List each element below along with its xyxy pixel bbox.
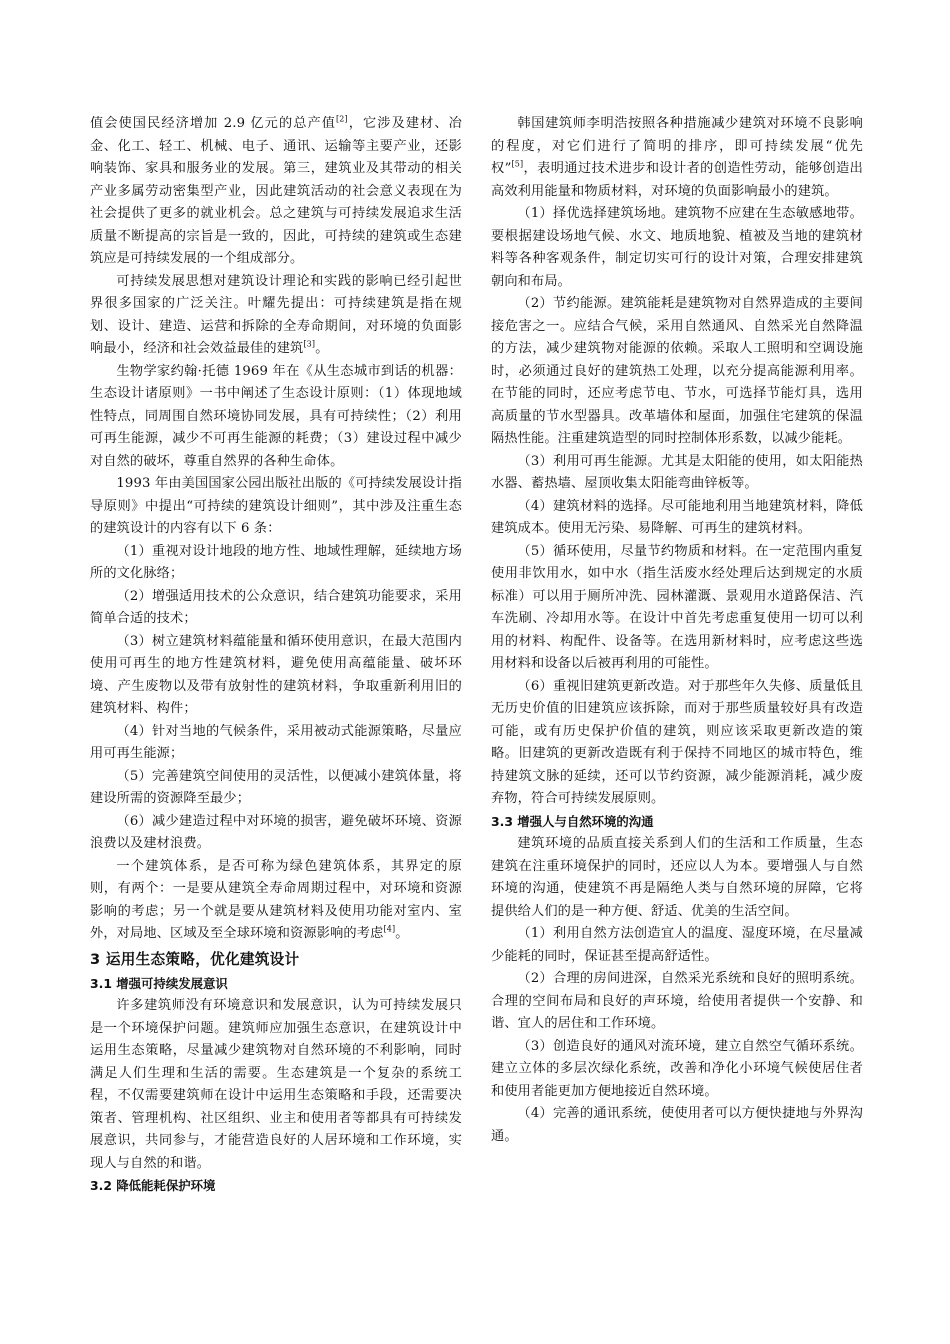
list-item: （4）建筑材料的选择。尽可能地利用当地建筑材料，降低建筑成本。使用无污染、易降解、可再生的建筑材料。 xyxy=(491,498,863,536)
list-item: （2）增强适用技术的公众意识，结合建筑功能要求，采用简单合适的技术； xyxy=(90,588,462,626)
section-heading: 3 运用生态策略，优化建筑设计 xyxy=(90,950,300,968)
paragraph: 许多建筑师没有环境意识和发展意识，认为可持续发展只是一个环境保护问题。建筑师应加强生态意识，在建筑设计中运用生态策略，尽量减少建筑物对自然环境的不利影响，同时满足人们生理和生活的需要。生态建筑是一个复杂的系统工程，不仅需要建筑师在设计中运用生态策略和手段，还需要决策者、管理机构、社区组织、业主和使用者等都具有可持续发展意识，共同参与，才能营造良好的人居环境和工作环境，实现人与自然的和谐。 xyxy=(90,998,462,1171)
right-column xyxy=(491,113,863,1148)
paragraph: 1993 年由美国国家公园出版社出版的《可持续发展设计指导原则》中提出“可持续的建筑设计细则”，其中涉及注重生态的建筑设计的内容有以下 6 条： xyxy=(90,476,462,536)
subsection-heading: 3.3 增强人与自然环境的沟通 xyxy=(491,813,654,829)
citation-ref: [4] xyxy=(383,924,396,934)
list-item: （3）利用可再生能源。尤其是太阳能的使用，如太阳能热水器、蓄热墙、屋顶收集太阳能弯曲锌板等。 xyxy=(491,453,863,491)
citation-ref: [5] xyxy=(511,159,524,169)
list-item: （1）重视对设计地段的地方性、地域性理解，延续地方场所的文化脉络； xyxy=(90,543,462,581)
list-item: （5）循环使用，尽量节约物质和材料。在一定范围内重复使用非饮用水，如中水（指生活废水经处理后达到规定的水质标准）可以用于厕所冲洗、园林灌溉、景观用水道路保洁、汽车洗刷、冷却用水等。在设计中首先考虑重复使用一切可以利用的材料、构配件、设备等。在选用新材料时，应考虑这些选用材料和设备以后被再利用的可能性。 xyxy=(491,543,863,671)
citation-ref: [2] xyxy=(336,114,348,124)
list-item: （1）利用自然方法创造宜人的温度、湿度环境，在尽量减少能耗的同时，保证甚至提高舒适性。 xyxy=(491,926,863,964)
paragraph: 韩国建筑师李明浩按照各种措施减少建筑对环境不良影响的程度，对它们进行了简明的排序，即可持续发展“优先权”[5]，表明通过技术进步和设计者的创造性劳动，能够创造出高效利用能量和物质材料，对环境的负面影响最小的建筑。 xyxy=(491,116,863,199)
citation-ref: [3] xyxy=(303,339,316,349)
list-item: （5）完善建筑空间使用的灵活性，以便减小建筑体量，将建设所需的资源降至最少； xyxy=(90,768,462,806)
paragraph: 可持续发展思想对建筑设计理论和实践的影响已经引起世界很多国家的广泛关注。叶耀先提出：可持续建筑是指在规划、设计、建造、运营和拆除的全寿命期间，对环境的负面影响最小，经济和社会效益最佳的建筑[3]。 xyxy=(90,273,462,356)
list-item: （4）针对当地的气候条件，采用被动式能源策略，尽量应用可再生能源； xyxy=(90,723,462,761)
list-item: （2）节约能源。建筑能耗是建筑物对自然界造成的主要间接危害之一。应结合气候，采用自然通风、自然采光自然降温的方法，减少建筑物对能源的依赖。采取人工照明和空调设施时，必须通过良好的建筑热工处理，以充分提高能源利用率。在节能的同时，还应考虑节电、节水，可选择节能灯具，选用高质量的节水型器具。改革墙体和屋面，加强住宅建筑的保温隔热性能。注重建筑造型的同时控制体形系数，以减少能耗。 xyxy=(491,296,863,446)
list-item: （1）择优选择建筑场地。建筑物不应建在生态敏感地带。要根据建设场地气候、水文、地质地貌、植被及当地的建筑材料等各种客观条件，制定切实可行的设计对策，合理安排建筑朝向和布局。 xyxy=(491,206,863,289)
left-column xyxy=(90,113,462,1198)
list-item: （6）重视旧建筑更新改造。对于那些年久失修、质量低且无历史价值的旧建筑应该拆除，而对于那些质量较好具有改造可能，或有历史保护价值的建筑，则应该采取更新改造的策略。旧建筑的更新改造既有利于保持不同地区的城市特色，维持建筑文脉的延续，还可以节约资源，减少能源消耗，减少废弃物，符合可持续发展原则。 xyxy=(491,678,863,806)
paragraph: 一个建筑体系，是否可称为绿色建筑体系，其界定的原则，有两个：一是要从建筑全寿命周期过程中，对环境和资源影响的考虑；另一个就是要从建筑材料及使用功能对室内、室外，对局地、区域及至全球环境和资源影响的考虑[4]。 xyxy=(90,858,462,941)
paragraph: 生物学家约翰·托德 1969 年在《从生态城市到话的机器：生态设计诸原则》一书中阐述了生态设计原则：（1）体现地域性特点，同周围自然环境协同发展，具有可持续性；（2）利用可再生能源，减少不可再生能源的耗费；（3）建设过程中减少对自然的破坏，尊重自然界的各种生命体。 xyxy=(90,363,462,469)
list-item: （6）减少建造过程中对环境的损害，避免破坏环境、资源浪费以及建材浪费。 xyxy=(90,813,462,851)
list-item: （4）完善的通讯系统，使使用者可以方便快捷地与外界沟通。 xyxy=(491,1106,863,1144)
paragraph: 建筑环境的品质直接关系到人们的生活和工作质量，生态建筑在注重环境保护的同时，还应以人为本。要增强人与自然环境的沟通，使建筑不再是隔绝人类与自然环境的屏障，它将提供给人们的是一种方便、舒适、优美的生活空间。 xyxy=(491,836,863,919)
list-item: （3）创造良好的通风对流环境，建立自然空气循环系统。建立立体的多层次绿化系统，改善和净化小环境气候使居住者和使用者能更加方便地接近自然环境。 xyxy=(491,1038,863,1099)
paragraph: 值会使国民经济增加 2.9 亿元的总产值[2]，它涉及建材、冶金、化工、轻工、机械、电子、通讯、运输等主要产业，还影响装饰、家具和服务业的发展。第三，建筑业及其带动的相关产业多属劳动密集型产业，因此建筑活动的社会意义表现在为社会提供了更多的就业机会。总之建筑与可持续发展追求生活质量不断提高的宗旨是一致的，因此，可持续的建筑或生态建筑应是可持续发展的一个组成部分。 xyxy=(90,114,462,266)
subsection-heading: 3.2 降低能耗保护环境 xyxy=(90,1178,216,1193)
subsection-heading: 3.1 增强可持续发展意识 xyxy=(90,975,228,991)
list-item: （3）树立建筑材料蕴能量和循环使用意识，在最大范围内使用可再生的地方性建筑材料，避免使用高蕴能量、破坏环境、产生废物以及带有放射性的建筑材料，争取重新利用旧的建筑材料、构件； xyxy=(90,633,462,716)
list-item: （2）合理的房间进深，自然采光系统和良好的照明系统。合理的空间布局和良好的声环境，给使用者提供一个安静、和谐、宜人的居住和工作环境。 xyxy=(491,971,863,1031)
